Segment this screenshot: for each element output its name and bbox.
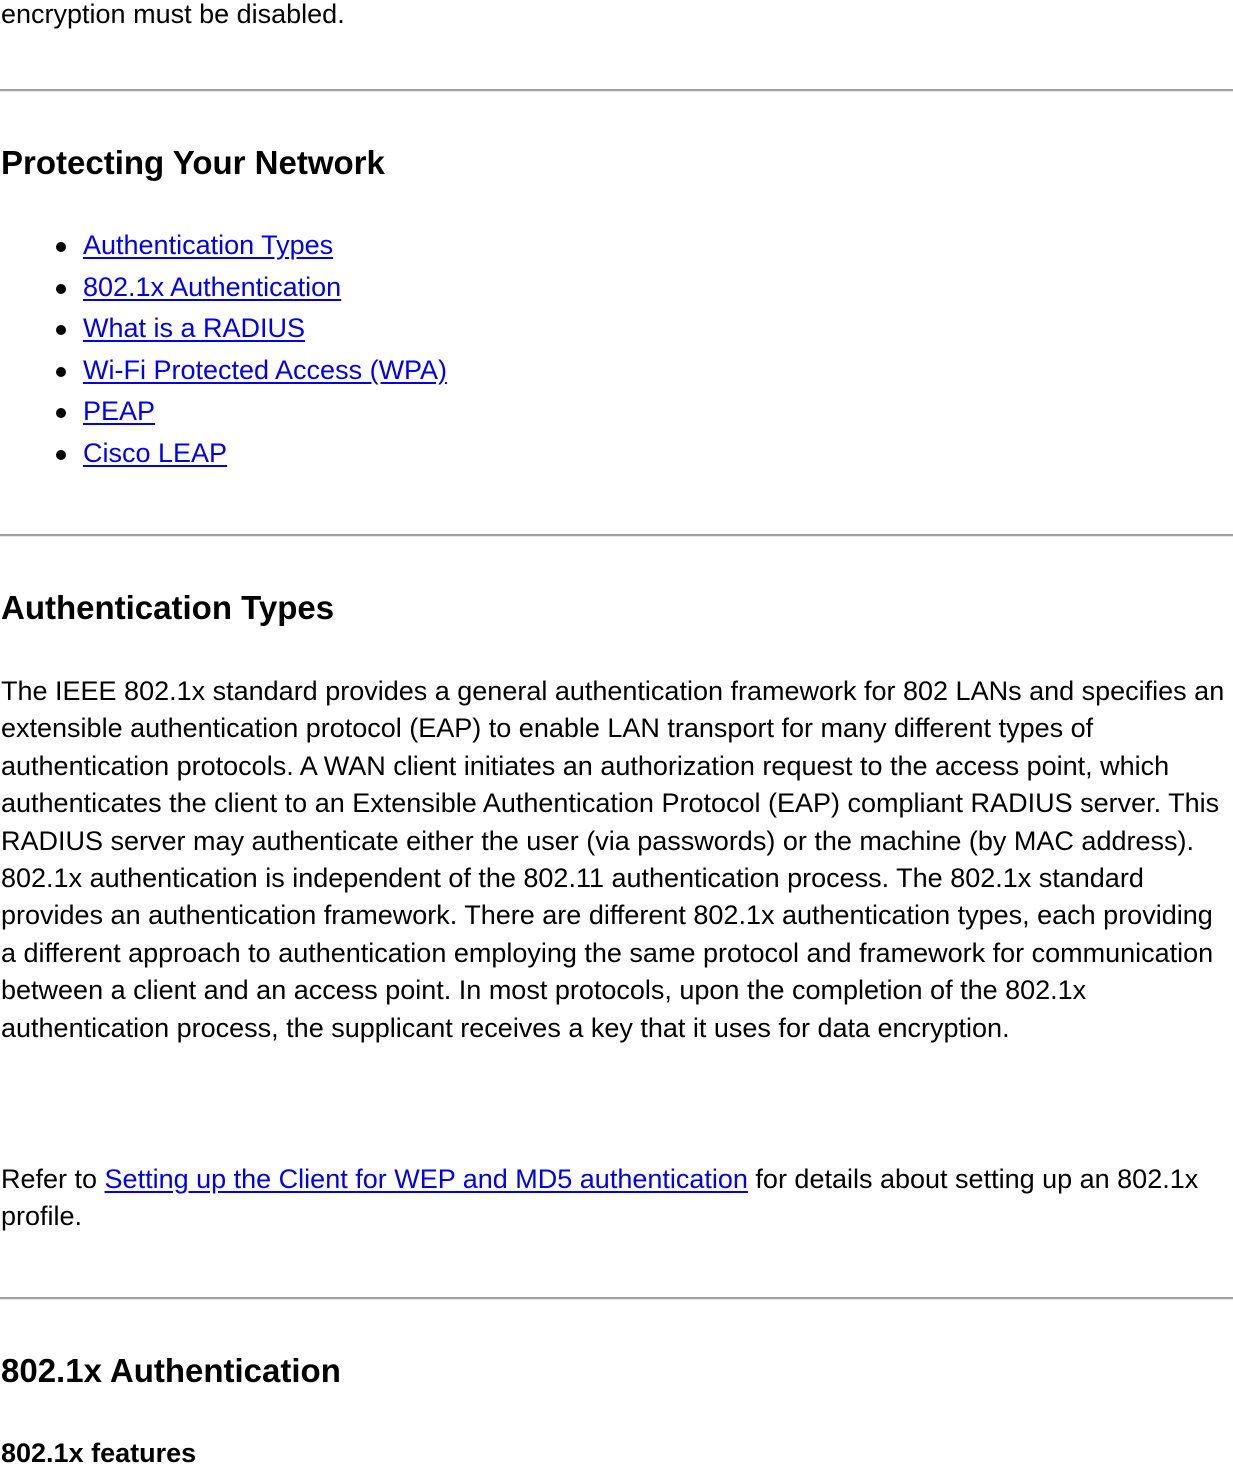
list-item bbox=[0, 433, 447, 475]
section-divider bbox=[0, 89, 1233, 92]
section-divider bbox=[0, 534, 1233, 537]
protecting-network-heading: Protecting Your Network bbox=[1, 144, 385, 181]
link-cisco-leap[interactable]: Cisco LEAP bbox=[83, 437, 228, 468]
link-what-is-radius[interactable]: What is a RADIUS bbox=[83, 313, 306, 344]
bullet-icon bbox=[56, 325, 66, 335]
link-peap[interactable]: PEAP bbox=[83, 396, 156, 427]
link-wpa[interactable]: Wi-Fi Protected Access (WPA) bbox=[83, 354, 448, 385]
authentication-types-paragraph: The IEEE 802.1x standard provides a general authentication framework for 802 LANs and specifies an extensible authentication protocol (EAP) to enable LAN transport for many different types of authentication protocols. A WAN client initiates an authorization request to the access point, which authenticates the client to an Extensible Authentication Protocol (EAP) compliant RADIUS server. This RADIUS server may authenticate either the user (via passwords) or the machine (by MAC address). 802.1x authentication is independent of the 802.11 authentication process. The 802.1x standard provides an authentication framework. There are different 802.1x authentication types, each providing a different approach to authentication employing the same protocol and framework for communication between a client and an access point. In most protocols, upon the completion of the 802.1x authentication process, the supplicant receives a key that it uses for data encryption. bbox=[1, 676, 1225, 1043]
refer-prefix: Refer to bbox=[1, 1164, 105, 1194]
topic-link-list bbox=[0, 225, 447, 475]
link-authentication-types[interactable]: Authentication Types bbox=[83, 230, 334, 260]
refer-paragraph bbox=[1, 1161, 1229, 1236]
bullet-icon bbox=[56, 408, 66, 418]
section-divider bbox=[0, 1297, 1233, 1300]
intro-text: encryption must be disabled. bbox=[1, 0, 345, 29]
list-item bbox=[0, 350, 447, 392]
link-setting-up-client-wep-md5[interactable]: Setting up the Client for WEP and MD5 authentication bbox=[104, 1164, 748, 1194]
list-item bbox=[0, 225, 447, 267]
list-item bbox=[0, 267, 447, 309]
8021x-authentication-heading: 802.1x Authentication bbox=[1, 1352, 341, 1389]
authentication-types-heading: Authentication Types bbox=[1, 589, 335, 626]
bullet-icon bbox=[56, 242, 66, 252]
bullet-icon bbox=[56, 367, 66, 377]
link-8021x-authentication[interactable]: 802.1x Authentication bbox=[83, 271, 342, 302]
bullet-icon bbox=[56, 284, 66, 294]
8021x-features-heading: 802.1x features bbox=[1, 1438, 197, 1468]
list-item bbox=[0, 391, 447, 433]
list-item bbox=[0, 308, 447, 350]
bullet-icon bbox=[56, 450, 66, 460]
refer-suffix: for details about setting up an 802.1x profile. bbox=[1, 1164, 1199, 1232]
